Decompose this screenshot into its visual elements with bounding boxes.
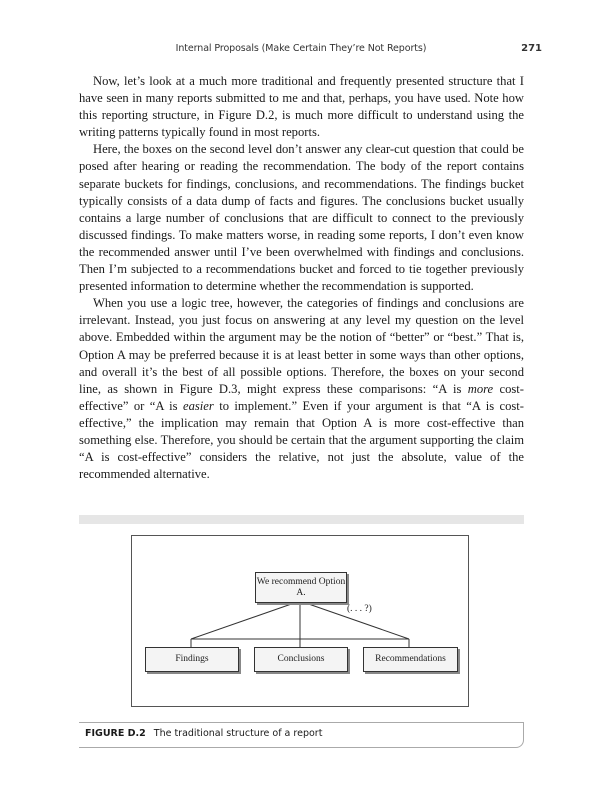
- figure-caption: [79, 722, 524, 748]
- body-text: [79, 73, 524, 483]
- paragraph-3: [79, 295, 524, 483]
- emphasis-more: more: [467, 381, 494, 396]
- running-title: Internal Proposals (Make Certain They’re Not Reports): [175, 43, 427, 54]
- paragraph-3-part-a: When you use a logic tree, however, the categories of findings and conclusions are irrelevant. Instead, you just focus on answering at any level my question on the level above. Embedded within the argument may be the notion of “better” or “best.” That is, Option A may be preferred because it is at least better in some ways than other options, and overall it’s the best of all possible options. Therefore, the boxes on your second line, as shown in Figure D.3, might express these comparisons: “A is: [79, 296, 524, 396]
- caption-text: The traditional structure of a report: [153, 728, 323, 739]
- paragraph-3-part-b: cost-effective” or “A is: [79, 381, 524, 413]
- connector-lines: [132, 536, 468, 706]
- line-to-findings: [191, 601, 300, 639]
- paragraph-3-part-c: to implement.” Even if your argument is that “A is cost-effective,” the implication may remain that Option A is more cost-effective than something else. Therefore, you should be certain that the argument supporting the claim “A is cost-effective” considers the relative, not just the absolute, value of the recommended alternative.: [79, 398, 524, 482]
- conclusions-box: Conclusions: [254, 647, 348, 672]
- emphasis-easier: easier: [183, 398, 214, 413]
- question-note: (. . . ?): [347, 604, 372, 614]
- recommendation-box: We recommend Option A.: [255, 572, 347, 603]
- figure-top-bar: [79, 515, 524, 524]
- running-head: [0, 43, 602, 57]
- findings-box: Findings: [145, 647, 239, 672]
- paragraph-1: Now, let’s look at a much more traditional and frequently presented structure that I have seen in many reports submitted to me and that, perhaps, you have used. Note how this reporting structure, in Figure D.2, is much more difficult to understand using the writing patterns typically found in most reports.: [79, 74, 524, 140]
- page-number: 271: [521, 43, 542, 54]
- recommendations-box: Recommendations: [363, 647, 458, 672]
- caption-label: FIGURE D.2: [85, 728, 146, 739]
- figure-diagram: [131, 535, 469, 707]
- paragraph-2: Here, the boxes on the second level don’t answer any clear-cut question that could be posed after hearing or reading the recommendation. The body of the report contains separate buckets for findings, conclusions, and recommendations. The findings bucket typically consists of a data dump of facts and figures. The conclusions bucket usually contains a large number of conclusions that are difficult to connect to the previously discussed findings. To make matters worse, in reading some reports, I don’t even know the recommended answer until I’ve been overwhelmed with findings and conclusions. Then I’m subjected to a recommendations bucket and forced to tie together previously presented information to determine whether the recommendation is supported.: [79, 142, 524, 294]
